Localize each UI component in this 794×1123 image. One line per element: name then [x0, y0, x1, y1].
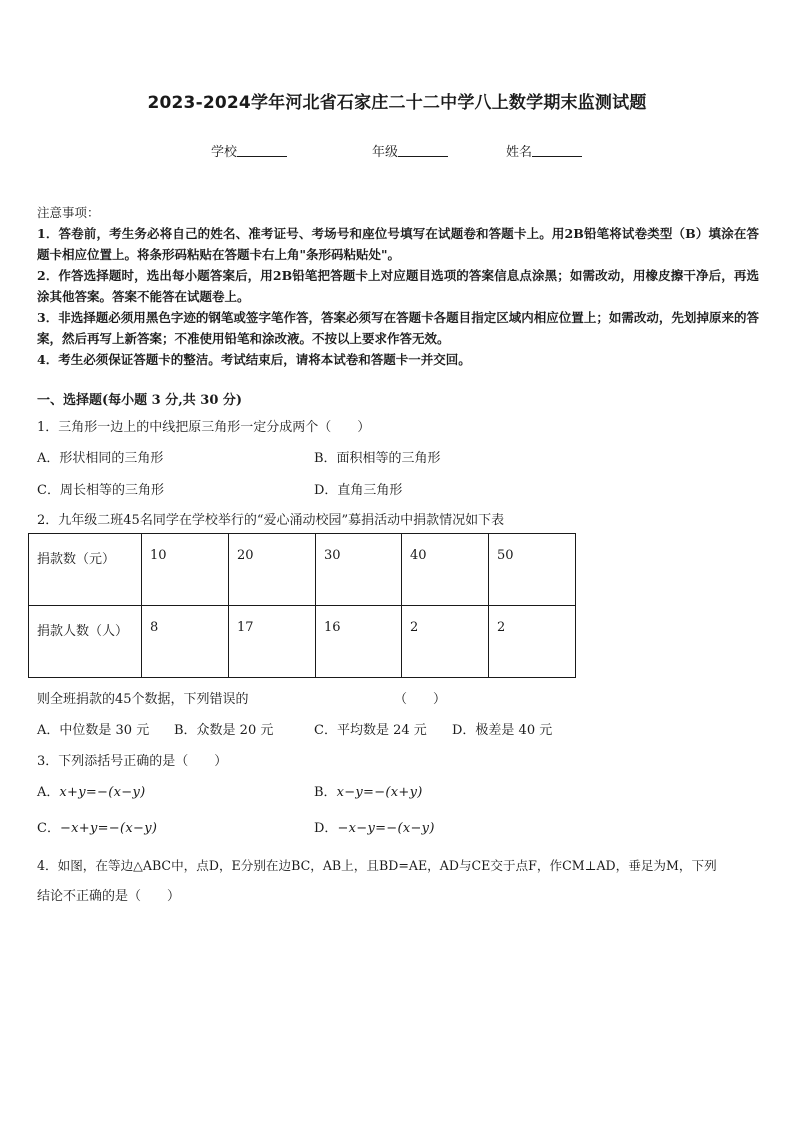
- q3-option-b: [314, 781, 423, 800]
- q4-stem-line1: 4．如图，在等边△ABC中，点D，E分别在边BC，AB上，且BD=AE，AD与CE交于点F，作CM⊥AD，垂足为M，下列: [37, 858, 717, 873]
- note-item: 4．考生必须保证答题卡的整洁。考试结束后，请将本试卷和答题卡一并交回。: [37, 352, 471, 367]
- table-cell: 捐款人数（人）: [29, 606, 142, 678]
- q1-stem: 1．三角形一边上的中线把原三角形一定分成两个（ ）: [37, 420, 371, 435]
- grade-field: [372, 141, 448, 160]
- page-title: 2023-2024学年河北省石家庄二十二中学八上数学期末监测试题: [147, 93, 647, 113]
- q2-option-b: B．众数是 20 元: [174, 723, 274, 738]
- table-cell: 30: [316, 534, 402, 606]
- table-cell: 10: [142, 534, 229, 606]
- q2-option-d: D．极差是 40 元: [452, 723, 553, 738]
- name-field: [506, 141, 582, 160]
- q2-option-c: C．平均数是 24 元: [314, 723, 427, 738]
- section-heading: 一、选择题(每小题 3 分,共 30 分): [37, 393, 243, 408]
- note-item: 1．答卷前，考生务必将自己的姓名、准考证号、考场号和座位号填写在试题卷和答题卡上。用2B铅笔将试卷类型（B）填涂在答题卡相应位置上。将条形码粘贴在答题卡右上角"条形码粘贴处"。: [37, 226, 759, 262]
- table-cell: 2: [402, 606, 489, 678]
- q1-option-b: B．面积相等的三角形: [314, 451, 441, 466]
- notes-heading: 注意事项：: [37, 205, 100, 220]
- table-row: [29, 606, 576, 678]
- note-item: 3．非选择题必须用黑色字迹的钢笔或签字笔作答，答案必须写在答题卡各题目指定区域内相应位置上；如需改动，先划掉原来的答案，然后再写上新答案；不准使用铅笔和涂改液。不按以上要求作答无效。: [37, 310, 759, 346]
- grade-label: 年级: [372, 145, 399, 160]
- table-cell: 16: [316, 606, 402, 678]
- q4-stem-line2: 结论不正确的是（ ）: [37, 889, 181, 904]
- table-cell: 40: [402, 534, 489, 606]
- q3-option-c: [37, 817, 157, 836]
- q3-option-d: [314, 817, 435, 836]
- school-blank: [237, 144, 287, 157]
- table-cell: 20: [229, 534, 316, 606]
- q3-option-a-expr: x+y=−(x−y): [59, 785, 146, 800]
- q3-option-d-label: D．: [314, 821, 338, 836]
- q2-stem: 2．九年级二班45名同学在学校举行的“爱心涌动校园”募捐活动中捐款情况如下表: [37, 513, 505, 528]
- q3-option-d-expr: −x−y=−(x−y): [337, 821, 435, 836]
- q3-stem: 3．下列添括号正确的是（ ）: [37, 754, 228, 769]
- q3-option-b-expr: x−y=−(x+y): [336, 785, 423, 800]
- q3-option-a: [37, 781, 145, 800]
- name-label: 姓名: [506, 145, 533, 160]
- school-field: [211, 141, 287, 160]
- name-blank: [532, 144, 582, 157]
- q1-option-d: D．直角三角形: [314, 483, 403, 498]
- q2-after-text: 则全班捐款的45个数据，下列错误的: [37, 692, 249, 707]
- q3-option-c-label: C．: [37, 821, 60, 836]
- q2-answer-paren: （ ）: [394, 692, 447, 707]
- table-row: [29, 534, 576, 606]
- table-cell: 2: [489, 606, 576, 678]
- q1-option-c: C．周长相等的三角形: [37, 483, 164, 498]
- table-cell: 50: [489, 534, 576, 606]
- donation-table: [28, 533, 576, 678]
- table-cell: 8: [142, 606, 229, 678]
- table-cell: 捐款数（元）: [29, 534, 142, 606]
- grade-blank: [398, 144, 448, 157]
- q1-option-a: A．形状相同的三角形: [37, 451, 164, 466]
- q2-option-a: A．中位数是 30 元: [37, 723, 150, 738]
- notes-section: [37, 202, 759, 370]
- q3-option-a-label: A．: [37, 785, 60, 800]
- table-cell: 17: [229, 606, 316, 678]
- note-item: 2．作答选择题时，选出每小题答案后，用2B铅笔把答题卡上对应题目选项的答案信息点涂黑；如需改动，用橡皮擦干净后，再选涂其他答案。答案不能答在试题卷上。: [37, 268, 759, 304]
- q3-option-c-expr: −x+y=−(x−y): [59, 821, 158, 836]
- q3-option-b-label: B．: [314, 785, 337, 800]
- school-label: 学校: [211, 145, 238, 160]
